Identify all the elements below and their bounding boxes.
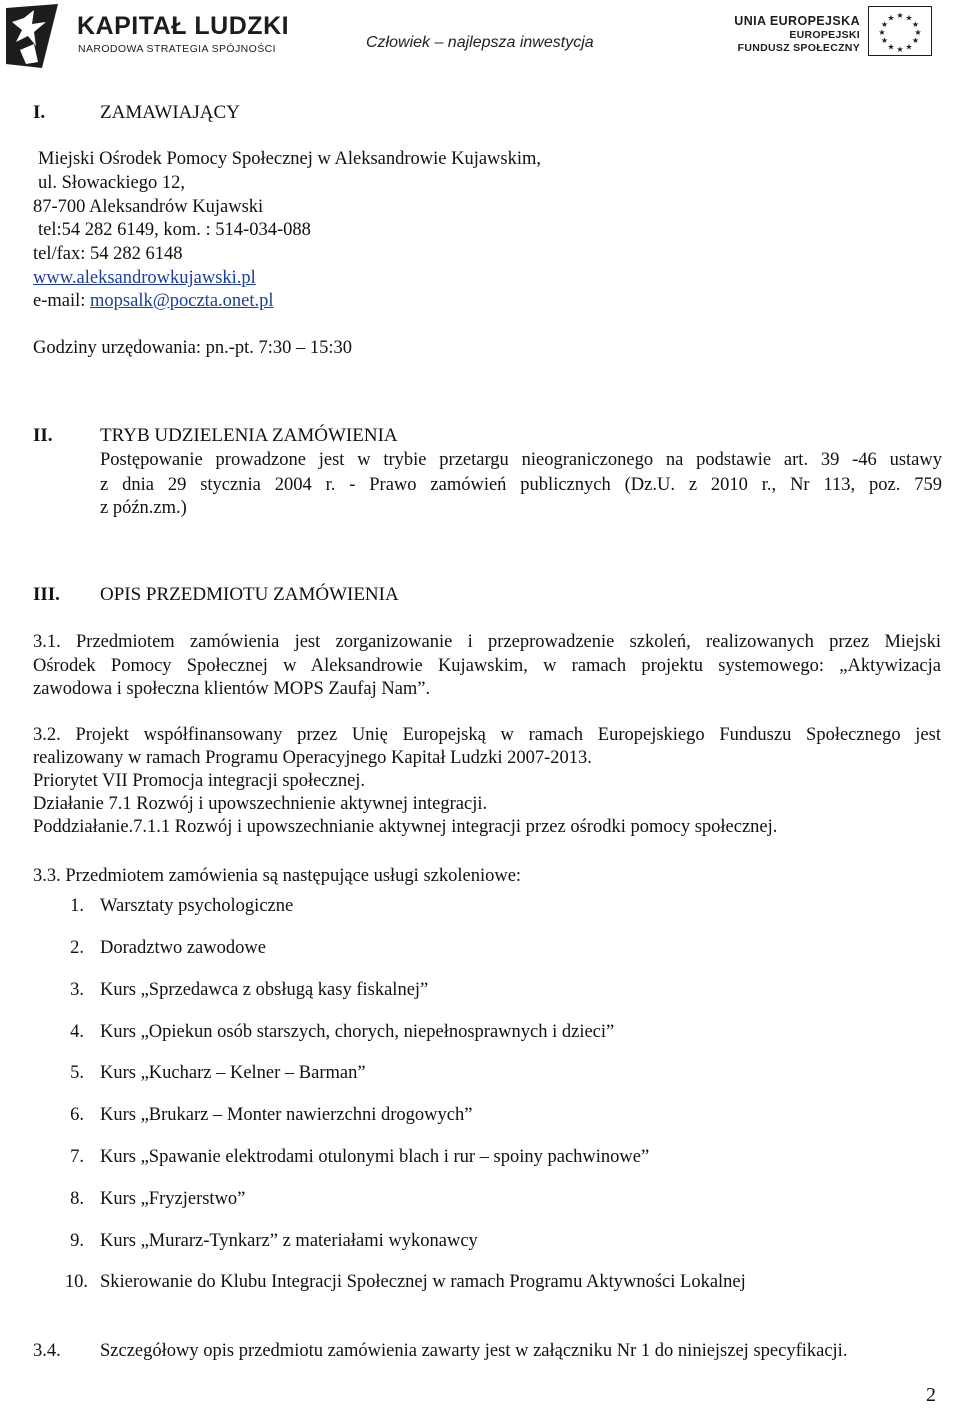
section-2-text-line: z dnia 29 stycznia 2004 r. - Prawo zamówień publicznych (Dz.U. z 2010 r., Nr 113, poz. 759: [100, 475, 942, 495]
eu-line-3: FUNDUSZ SPOŁECZNY: [737, 42, 860, 54]
eu-line-2: EUROPEJSKI: [789, 29, 860, 41]
address-line: tel:54 282 6149, kom. : 514-034-088: [38, 220, 311, 240]
paragraph-3-1-line: Ośrodek Pomocy Społecznej w Aleksandrowie Kujawskim, w ramach projektu systemowego: „Aktywizacja: [33, 656, 941, 676]
paragraph-3-2-line: Poddziałanie.7.1.1 Rozwój i upowszechnianie aktywnej integracji przez ośrodki pomocy społecznej.: [33, 817, 778, 837]
svg-text:★: ★: [905, 13, 913, 23]
logo-title: KAPITAŁ LUDZKI: [77, 12, 290, 40]
office-hours: Godziny urzędowania: pn.-pt. 7:30 – 15:30: [33, 338, 353, 358]
section-1-number: I.: [33, 102, 46, 123]
list-item-number: 6.: [70, 1105, 84, 1125]
paragraph-3-2-line: 3.2. Projekt współfinansowany przez Unię Europejską w ramach Europejskiego Funduszu Społecznego jest: [33, 725, 941, 745]
paragraph-3-4: Szczegółowy opis przedmiotu zamówienia zawarty jest w załączniku Nr 1 do niniejszej specyfikacji.: [100, 1341, 848, 1361]
section-3-title: OPIS PRZEDMIOTU ZAMÓWIENIA: [100, 584, 399, 605]
list-item: Kurs „Kucharz – Kelner – Barman”: [100, 1063, 366, 1083]
list-item: Kurs „Opiekun osób starszych, chorych, niepełnosprawnych i dzieci”: [100, 1022, 615, 1042]
list-item-number: 5.: [70, 1063, 84, 1083]
svg-text:★: ★: [880, 36, 889, 45]
paragraph-3-2-line: Działanie 7.1 Rozwój i upowszechnienie aktywnej integracji.: [33, 794, 488, 814]
list-item: Skierowanie do Klubu Integracji Społecznej w ramach Programu Aktywności Lokalnej: [100, 1272, 746, 1292]
email-label: e-mail:: [33, 291, 91, 311]
list-item: Warsztaty psychologiczne: [100, 896, 294, 916]
section-2-text-line: z późn.zm.): [100, 498, 187, 518]
list-item: Kurs „Spawanie elektrodami otulonymi blach i rur – spoiny pachwinowe”: [100, 1147, 650, 1167]
section-2-number: II.: [33, 425, 53, 446]
list-item-number: 9.: [70, 1231, 84, 1251]
svg-text:★: ★: [878, 28, 886, 37]
svg-text:★: ★: [911, 36, 920, 45]
address-line: ul. Słowackiego 12,: [38, 173, 185, 193]
list-item-number: 3.: [70, 980, 84, 1000]
svg-text:★: ★: [887, 42, 895, 52]
section-2-text-line: Postępowanie prowadzone jest w trybie przetargu nieograniczonego na podstawie art. 39 -46 ustawy: [100, 450, 942, 470]
paragraph-3-2-line: realizowany w ramach Programu Operacyjnego Kapitał Ludzki 2007-2013.: [33, 748, 592, 768]
svg-text:★: ★: [896, 11, 904, 20]
section-3-number: III.: [33, 584, 60, 605]
header-tagline: Człowiek – najlepsza inwestycja: [366, 34, 594, 51]
logo-subtitle: NARODOWA STRATEGIA SPÓJNOŚCI: [78, 43, 276, 55]
paragraph-3-4-number: 3.4.: [33, 1341, 61, 1361]
paragraph-3-1-line: zawodowa i społeczna klientów MOPS Zaufaj Nam”.: [33, 679, 431, 699]
address-line: 87-700 Aleksandrów Kujawski: [33, 197, 264, 217]
list-item-number: 4.: [70, 1022, 84, 1042]
svg-text:★: ★: [896, 45, 904, 54]
page-number: 2: [926, 1384, 936, 1406]
list-item-number: 8.: [70, 1189, 84, 1209]
page-header: [0, 0, 960, 72]
list-item: Doradztwo zawodowe: [100, 938, 266, 958]
email-line: [33, 289, 274, 313]
address-line: Miejski Ośrodek Pomocy Społecznej w Aleksandrowie Kujawskim,: [38, 149, 542, 169]
list-item: Kurs „Brukarz – Monter nawierzchni drogowych”: [100, 1105, 473, 1125]
paragraph-3-2-line: Priorytet VII Promocja integracji społecznej.: [33, 771, 366, 791]
address-line: tel/fax: 54 282 6148: [33, 244, 183, 264]
svg-text:★: ★: [911, 20, 920, 29]
list-item: Kurs „Sprzedawca z obsługą kasy fiskalnej”: [100, 980, 429, 1000]
list-item-number: 1.: [70, 896, 84, 916]
svg-text:★: ★: [887, 13, 895, 23]
kapital-ludzki-logo-icon: [6, 4, 66, 68]
svg-text:★: ★: [880, 20, 889, 29]
list-item: Kurs „Murarz-Tynkarz” z materiałami wykonawcy: [100, 1231, 478, 1251]
website-link[interactable]: www.aleksandrowkujawski.pl: [33, 268, 256, 288]
svg-text:★: ★: [905, 42, 913, 52]
list-item: Kurs „Fryzjerstwo”: [100, 1189, 246, 1209]
list-item-number: 7.: [70, 1147, 84, 1167]
section-2-title: TRYB UDZIELENIA ZAMÓWIENIA: [100, 425, 398, 446]
eu-line-1: UNIA EUROPEJSKA: [734, 14, 860, 28]
svg-text:★: ★: [914, 28, 922, 37]
section-1-title: ZAMAWIAJĄCY: [100, 102, 240, 123]
paragraph-3-3: 3.3. Przedmiotem zamówienia są następujące usługi szkoleniowe:: [33, 866, 522, 886]
eu-flag-icon: [868, 6, 932, 56]
eu-text-block: [734, 14, 860, 55]
paragraph-3-1-line: 3.1. Przedmiotem zamówienia jest zorganizowanie i przeprowadzenie szkoleń, realizowanych przez Miejski: [33, 632, 941, 652]
list-item-number: 2.: [70, 938, 84, 958]
email-link[interactable]: mopsalk@poczta.onet.pl: [90, 291, 274, 311]
list-item-number: 10.: [64, 1272, 88, 1292]
